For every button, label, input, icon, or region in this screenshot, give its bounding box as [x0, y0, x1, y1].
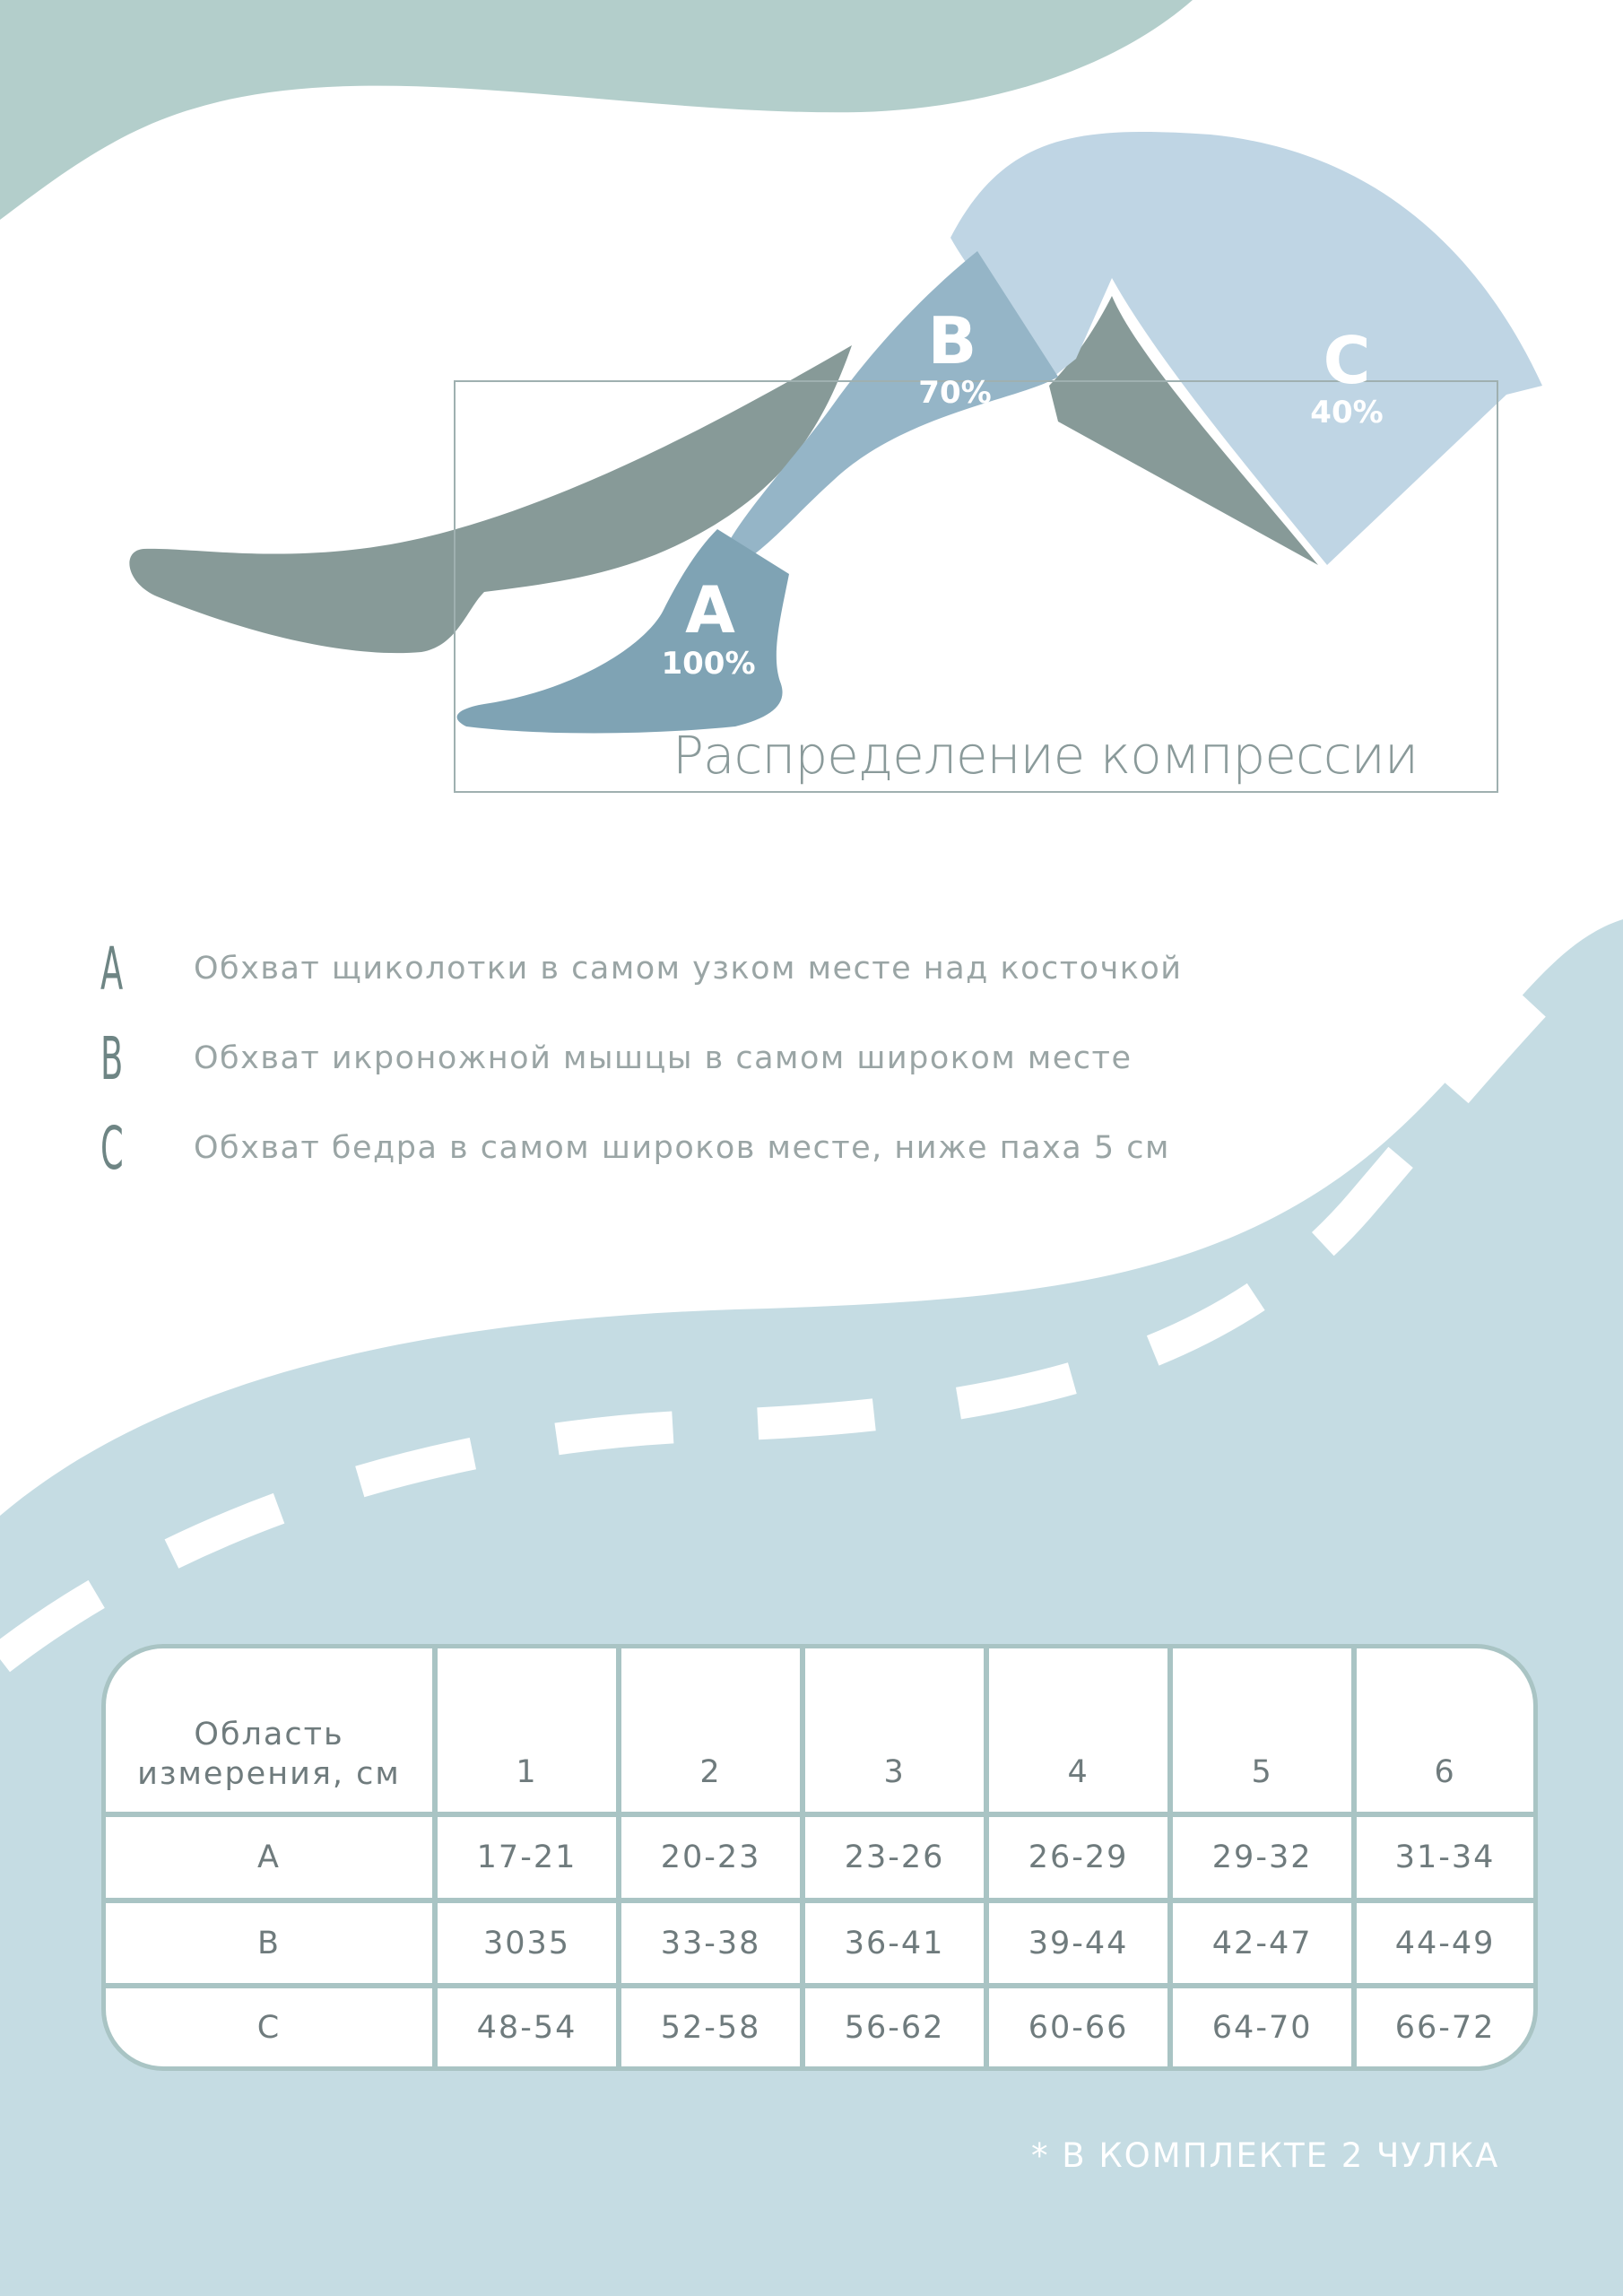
- table-cell: 66-72: [1354, 1986, 1533, 2066]
- legend-text: Обхват щиколотки в самом узком месте над косточкой: [194, 951, 1183, 987]
- size-header: 4: [986, 1648, 1170, 1814]
- table-cell: 64-70: [1170, 1986, 1354, 2066]
- legend-item-a: [100, 933, 1183, 1004]
- corner-line-2: измерения, см: [137, 1756, 401, 1792]
- size-header: 5: [1170, 1648, 1354, 1814]
- table-cell: 48-54: [435, 1986, 619, 2066]
- legend-letter: B: [100, 1023, 124, 1093]
- diagram-caption: Распределение компрессии: [673, 725, 1419, 786]
- table-cell: 36-41: [803, 1900, 986, 1987]
- table-cell: 60-66: [986, 1986, 1170, 2066]
- size-header: 2: [619, 1648, 803, 1814]
- compression-leg-diagram: [129, 132, 1542, 792]
- size-header: 3: [803, 1648, 986, 1814]
- table-cell: 39-44: [986, 1900, 1170, 1987]
- size-header: 6: [1354, 1648, 1533, 1814]
- table-cell: 23-26: [803, 1814, 986, 1900]
- table-cell: 42-47: [1170, 1900, 1354, 1987]
- zone-c-letter: C: [1323, 323, 1371, 398]
- table-cell: 3035: [435, 1900, 619, 1987]
- size-header: 1: [435, 1648, 619, 1814]
- legend-item-b: [100, 1022, 1132, 1094]
- legend-letter: A: [100, 934, 124, 1004]
- legend-text: Обхват бедра в самом широков месте, ниже паха 5 см: [194, 1130, 1170, 1166]
- legend-item-c: [100, 1112, 1170, 1184]
- table-cell: 56-62: [803, 1986, 986, 2066]
- table-corner-header: [106, 1648, 435, 1814]
- table-row: [106, 1900, 1533, 1987]
- row-label: B: [106, 1900, 435, 1987]
- table-cell: 17-21: [435, 1814, 619, 1900]
- zone-a-percent: 100%: [661, 646, 756, 682]
- zone-c-percent: 40%: [1310, 395, 1384, 430]
- table-cell: 31-34: [1354, 1814, 1533, 1900]
- row-label: C: [106, 1986, 435, 2066]
- zone-a-letter: A: [685, 572, 735, 648]
- size-table: [106, 1648, 1533, 2066]
- zone-b-letter: B: [927, 303, 977, 378]
- zone-b-percent: 70%: [918, 375, 992, 411]
- table-cell: 20-23: [619, 1814, 803, 1900]
- corner-line-1: Область: [194, 1717, 344, 1752]
- row-label: A: [106, 1814, 435, 1900]
- table-cell: 52-58: [619, 1986, 803, 2066]
- table-cell: 29-32: [1170, 1814, 1354, 1900]
- table-cell: 44-49: [1354, 1900, 1533, 1987]
- table-row: [106, 1814, 1533, 1900]
- table-cell: 33-38: [619, 1900, 803, 1987]
- legend-text: Обхват икроножной мышцы в самом широком месте: [194, 1040, 1133, 1076]
- legend-letter: C: [100, 1113, 124, 1183]
- footnote: * В КОМПЛЕКТЕ 2 ЧУЛКА: [1031, 2136, 1500, 2175]
- table-row: [106, 1986, 1533, 2066]
- table-cell: 26-29: [986, 1814, 1170, 1900]
- table-header-row: [106, 1648, 1533, 1814]
